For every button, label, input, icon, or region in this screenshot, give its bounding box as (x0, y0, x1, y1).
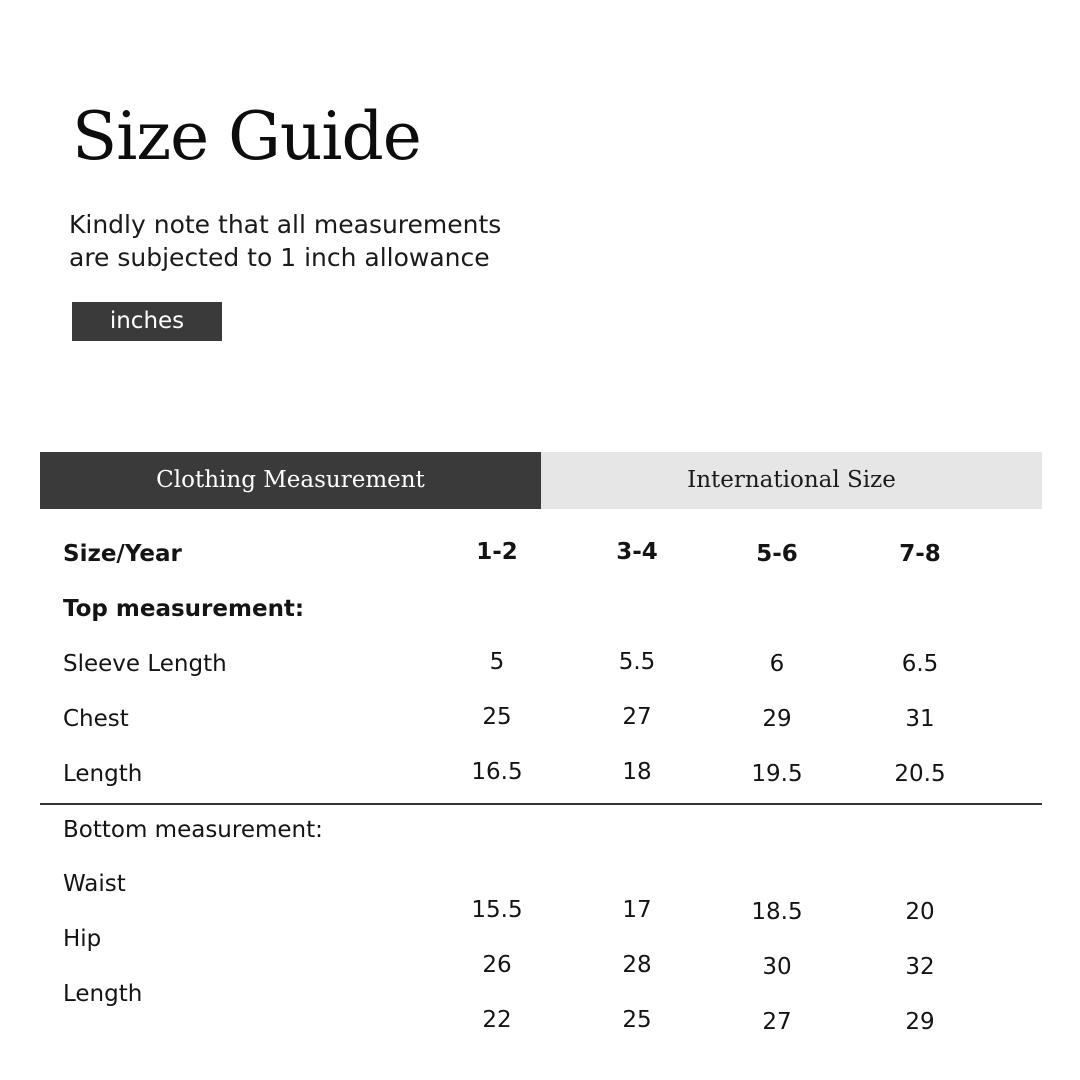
table-cell: 20 (905, 899, 935, 925)
table-cell: 29 (762, 706, 792, 732)
table-header (40, 452, 1042, 509)
row-label-hip: Hip (63, 926, 102, 952)
table-cell: 18.5 (751, 899, 803, 925)
size-column-header: 5-6 (756, 541, 798, 567)
table-cell: 16.5 (471, 759, 523, 785)
unit-badge: inches (72, 302, 222, 341)
table-cell: 26 (482, 952, 512, 978)
size-column-header: 3-4 (616, 539, 658, 565)
table-cell: 32 (905, 954, 935, 980)
table-cell: 6.5 (901, 651, 939, 677)
table-cell: 28 (622, 952, 652, 978)
table-cell: 31 (905, 706, 935, 732)
row-label-chest: Chest (63, 706, 129, 732)
table-cell: 22 (482, 1007, 512, 1033)
table-cell: 5 (489, 649, 505, 675)
page-title: Size Guide (72, 98, 421, 175)
header-international-size: International Size (541, 452, 1042, 509)
row-label-sleeve-length: Sleeve Length (63, 651, 227, 677)
table-cell: 20.5 (894, 761, 946, 787)
table-cell: 29 (905, 1009, 935, 1035)
table-cell: 25 (622, 1007, 652, 1033)
top-measurement-heading: Top measurement: (63, 596, 305, 622)
table-cell: 30 (762, 954, 792, 980)
row-label-length: Length (63, 981, 143, 1007)
table-cell: 18 (622, 759, 652, 785)
table-cell: 19.5 (751, 761, 803, 787)
size-column-header: 7-8 (899, 541, 941, 567)
table-cell: 25 (482, 704, 512, 730)
note-line: Kindly note that all measurements (69, 210, 502, 239)
table-cell: 27 (622, 704, 652, 730)
section-divider (40, 803, 1042, 805)
bottom-measurement-heading: Bottom measurement: (63, 817, 323, 843)
table-cell: 17 (622, 897, 652, 923)
table-cell: 5.5 (618, 649, 656, 675)
header-clothing-measurement: Clothing Measurement (40, 452, 541, 509)
table-cell: 27 (762, 1009, 792, 1035)
table-cell: 15.5 (471, 897, 523, 923)
row-label-length: Length (63, 761, 143, 787)
note-line: are subjected to 1 inch allowance (69, 243, 490, 272)
size-year-label: Size/Year (63, 541, 182, 567)
size-column-header: 1-2 (476, 539, 518, 565)
table-cell: 6 (769, 651, 785, 677)
allowance-note (69, 208, 589, 274)
row-label-waist: Waist (63, 871, 126, 897)
